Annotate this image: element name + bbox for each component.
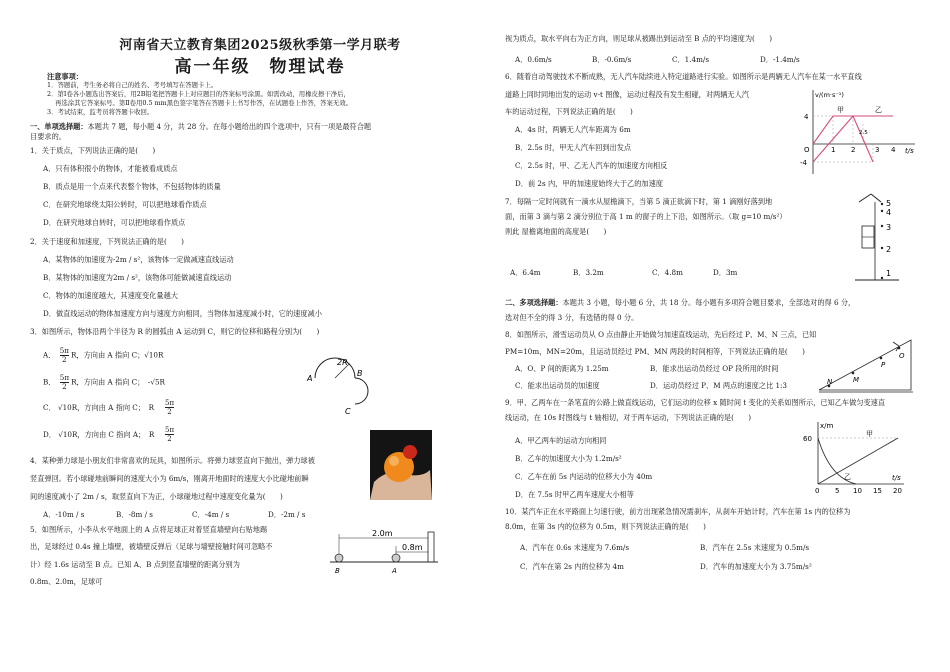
q4-line1: 4．某种弹力球是小朋友们非常喜欢的玩具，如图所示。将弹力球竖直向下抛出，弹力球被 [30, 456, 315, 465]
q9-option-a: A．甲乙两车的运动方向相同 [515, 436, 607, 445]
q8-point-p [880, 357, 883, 360]
q3-arc-figure [305, 352, 385, 417]
q5-option-a: A．0.6m/s [515, 55, 552, 64]
q8-option-a: A．O、P 间的距离为 1.25m [515, 364, 609, 373]
q3-arc-upper [315, 358, 355, 378]
q8-slope [819, 340, 911, 390]
q6-tick-4x: 4 [891, 146, 896, 154]
q7-line3: 则此 屋檐离地面的高度是( ) [505, 227, 607, 236]
q3-point-a: A [307, 374, 313, 383]
q9-tick-60: 60 [803, 435, 812, 443]
q6-tick-4: 4 [804, 113, 809, 121]
q4-option-d: D．-2m / s [268, 510, 306, 519]
q5-wall-figure [330, 528, 440, 578]
q9-x-label: x/m [820, 422, 834, 430]
q10-line2: 8.0m，在第 3s 内的位移为 0.5m，则下列说法正确的是( ) [505, 522, 706, 531]
q9-t-label: t/s [892, 474, 901, 482]
q1-option-a: A．只有体积很小的物体，才能被看成质点 [43, 164, 178, 173]
q7-eave [859, 194, 871, 202]
q7-drop-1 [881, 277, 883, 279]
q1-option-d: D．在研究地球自转时，可以把地球看作质点 [43, 218, 186, 227]
q3-arc-lower [355, 378, 368, 404]
ball-highlight [389, 456, 399, 466]
section2-body: 选对但不全的得 3 分，有选错的得 0 分。 [505, 313, 639, 322]
q9-xt-graph [800, 420, 910, 500]
q5-line1: 5．如图所示，小李从水平地面上的 A 点将足球正对着竖直墙壁向右贴地踢 [30, 525, 268, 534]
notes-heading: 注意事项： [47, 72, 83, 81]
q1-stem: 1．关于质点，下列说法正确的是( ) [30, 146, 156, 155]
q7-drop-4 [881, 210, 883, 212]
q9-label-yi: 乙 [844, 473, 851, 481]
q6-line2: 车的运动过程，下列说法正确的是( ) [505, 107, 633, 116]
q8-label-o: O [899, 352, 905, 360]
q7-label-4: 4 [886, 208, 892, 217]
q7-option-b: B．3.2m [573, 268, 604, 277]
q10-option-a: A．汽车在 0.6s 末速度为 7.6m/s [520, 543, 630, 552]
note-item: 1．答题前，考生务必将自己的姓名、考号填写在答题卡上。 [47, 81, 218, 89]
q6-option-a: A．4s 时，两辆无人汽车距离为 6m [515, 125, 631, 134]
q2-option-d: D．做直线运动的物体加速度方向与速度方向相同，当物体加速度减小时，它的速度减小 [43, 309, 322, 318]
q10-option-d: D．汽车的加速度大小为 3.75m/s² [700, 562, 812, 571]
ball-small [403, 445, 417, 459]
q10-option-b: B．汽车在 2.5s 末速度为 0.5m/s [700, 543, 810, 552]
q7-drops-figure [855, 190, 905, 285]
q5-line4: 0.8m、2.0m，足球可 [30, 577, 103, 586]
note-item: 2．第Ⅰ卷各小题选出答案后，用2B铅笔把答题卡上对应题目的答案标号涂黑。如需改动，用橡皮擦干净后， [47, 90, 350, 98]
q8-option-d: D．运动员经过 P、M 两点的速度之比 1:3 [650, 381, 788, 390]
q7-label-3: 3 [886, 223, 892, 232]
q6-tick-m4: -4 [800, 159, 807, 167]
q8-line2: PM=10m，MN=20m，且运动员经过 PM、MN 两段的时间相等，下列说法正确的是( ) [505, 347, 805, 356]
q5-label-08: 0.8m [402, 543, 423, 552]
q9-line2: 线运动，在 10s 时图线与 t 轴相切，对于两车运动，下列说法正确的是( ) [505, 413, 752, 422]
q5-ball-a [392, 554, 400, 562]
q9-label-jia: 甲 [866, 430, 873, 438]
q8-slope-figure [815, 334, 915, 394]
q9-tick-15: 15 [873, 487, 882, 495]
q7-label-5: 5 [886, 199, 892, 208]
q7-label-2: 2 [886, 245, 892, 254]
q5-continue: 视为质点，取水平向右为正方向，则足球从被踢出到运动至 B 点的平均速度为( ) [505, 34, 773, 43]
section1-body: 目要求的。 [30, 132, 66, 141]
q6-tick-25: 2.5 [859, 130, 868, 136]
q4-option-a: A．-10m / s [43, 510, 85, 519]
q7-option-a: A．6.4m [510, 268, 541, 277]
q2-option-c: C．物体的加速度越大，其速度变化量越大 [43, 291, 178, 300]
q3-option-b: B． $\frac{5\pi}{2}$ R，方向由 A 指向 C； -√5R [43, 373, 165, 391]
q9-option-b: B．乙车的加速度大小为 1.2m/s² [515, 454, 622, 463]
q6-vt-graph [795, 88, 920, 178]
q8-label-n: N [827, 378, 833, 386]
q7-label-1: 1 [886, 269, 892, 278]
q8-option-c: C．能求出运动员的加速度 [515, 381, 600, 390]
q7-line2: 面，而第 3 滴与第 2 滴分别位于高 1 m 的窗子的上下沿，如图所示。（取 g=10 m/s²） [505, 212, 787, 221]
q3-option-d: D． √10R，方向由 C 指向 A； R [43, 430, 155, 439]
q3-stem: 3．如图所示，物体沿两个半径为 R 的圆弧由 A 运动到 C，则它的位移和路程分别为( ) [30, 327, 320, 336]
q4-line2: 竖直弹回。若小球碰地前瞬间的速度大小为 6m/s，刚离开地面时的速度大小比碰地前瞬 [30, 474, 309, 483]
q5-line3: 计）经 1.6s 运动至 B 点。已知 A、B 点到竖直墙壁的距离分别为 [30, 560, 240, 569]
q1-option-b: B．质点是用一个点来代表整个物体，不包括物体的质量 [43, 182, 221, 191]
q7-drop-2 [881, 247, 883, 249]
q3-fractions: 5π 2 [165, 399, 175, 416]
q3-fractions-d: 5π 2 [165, 426, 175, 443]
q4-option-c: C．-4m / s [192, 510, 230, 519]
q8-label-p: P [881, 361, 886, 369]
q4-line3: 间的速度减小了 2m / s，取竖直向下为正，小球碰地过程中速度变化量为( ) [30, 492, 283, 501]
q9-option-c: C．乙车在前 5s 内运动的位移大小为 40m [515, 472, 653, 481]
q3-point-c: C [345, 407, 351, 416]
q3-point-b: B [357, 369, 363, 378]
q2-option-b: B．某物体的加速度为2m / s²，该物体可能做减速直线运动 [43, 273, 232, 282]
q5-option-d: D．-1.4m/s [760, 55, 800, 64]
q5-ball-b [335, 554, 343, 562]
q9-tick-10: 10 [853, 487, 862, 495]
q10-line1: 10．某汽车正在水平路面上匀速行驶，前方出现紧急情况需刹车，从刹车开始计时，汽车在第 1s 内的位移为 [505, 507, 851, 516]
q6-axis-label: v/(m·s⁻¹) [815, 91, 844, 99]
section2-header: 二、多项选择题：本题共 3 小题，每小题 6 分，共 18 分。每小题有多项符合题目要求，全部选对的得 6 分， [505, 298, 856, 307]
q3-option-c: C． √10R，方向由 A 指向 C； R [43, 403, 154, 412]
q8-label-m: M [853, 376, 860, 384]
q6-tick-1: 1 [831, 146, 836, 154]
q6-line1: 道路上同时同地出发的运动 v-t 图像，运动过程没有发生相碰，对两辆无人汽 [505, 90, 749, 99]
q7-eave-right [871, 194, 881, 202]
q6-origin: O [804, 146, 810, 154]
q4-ball-photo [370, 430, 432, 500]
q9-option-d: D．在 7.5s 时甲乙两车速度大小相等 [515, 490, 634, 499]
q7-line1: 7．每隔一定时间就有一滴水从屋檐滴下，当第 5 滴正欲滴下时，第 1 滴刚好落到地 [505, 197, 773, 206]
q9-tick-5: 5 [835, 487, 840, 495]
q3-option-a: A． $\frac{5\pi}{2}$ R，方向由 A 指向 C；√10R [43, 346, 164, 364]
note-item: 3．考试结束，监考员将答题卡收回。 [47, 108, 154, 116]
q6-t-label: t/s [905, 147, 914, 155]
q5-label-a: A [392, 567, 397, 575]
section1-header: 一、单项选择题：本题共 7 题，每小题 4 分，共 28 分。在每小题给出的四个选项中，只有一项是最符合题 [30, 122, 372, 131]
q6-line-yi [813, 116, 893, 162]
q9-line-jia [818, 438, 898, 484]
q7-option-c: C．4.8m [652, 268, 683, 277]
q2-option-a: A．某物体的加速度为-2m / s²，该物体一定做减速直线运动 [43, 255, 234, 264]
q5-label-20: 2.0m [372, 529, 393, 538]
q8-line1: 8．如图所示，滑雪运动员从 O 点由静止开始做匀加速直线运动，先后经过 P、M、N 三点，已知 [505, 330, 817, 339]
q9-tick-0: 0 [815, 487, 820, 495]
q8-option-b: B．能求出运动员经过 OP 段所用的时间 [650, 364, 779, 373]
q7-option-d: D．3m [713, 268, 738, 277]
q7-drop-3 [881, 225, 883, 227]
q10-option-c: C．汽车在第 2s 内的位移为 4m [520, 562, 624, 571]
q6-line0: 6．随着自动驾驶技术不断成熟，无人汽车陆续进入特定道路进行实验。如图所示是两辆无人汽车在某一水平直线 [505, 72, 862, 81]
exam-title: 河南省天立教育集团2025级秋季第一学月联考 [119, 38, 401, 53]
q6-option-d: D．前 2s 内，甲的加速度始终大于乙的加速度 [515, 179, 663, 188]
q3-radius-label: 2R [337, 358, 348, 367]
q6-option-b: B．2.5s 时，甲无人汽车回到出发点 [515, 143, 632, 152]
q5-label-b: B [335, 567, 340, 575]
q5-option-b: B．-0.6m/s [592, 55, 632, 64]
q5-line2: 出，足球经过 0.4s 撞上墙壁，被墙壁反弹后（足球与墙壁接触时间可忽略不 [30, 542, 273, 551]
q1-option-c: C．在研究地球绕太阳公转时，可以把地球看作质点 [43, 200, 207, 209]
exam-subtitle: 高一年级 物理试卷 [174, 57, 346, 77]
q9-tick-20: 20 [893, 487, 902, 495]
q6-label-yi: 乙 [875, 106, 882, 114]
q6-tick-3: 3 [875, 146, 880, 154]
note-item: 再选涂其它答案标号。第Ⅱ卷用0.5 mm黑色签字笔答在答题卡上书写作答，在试题卷上作答，答案无效。 [55, 99, 353, 107]
q6-label-jia: 甲 [837, 106, 844, 114]
q7-drop-5 [881, 203, 883, 205]
q6-line-jia [813, 116, 873, 162]
q6-option-c: C．2.5s 时，甲、乙无人汽车的加速度方向相反 [515, 161, 668, 170]
q8-point-m [852, 372, 855, 375]
q4-option-b: B．-8m / s [116, 510, 153, 519]
q2-stem: 2．关于速度和加速度，下列说法正确的是( ) [30, 237, 184, 246]
q6-tick-2: 2 [851, 146, 856, 154]
q5-option-c: C．1.4m/s [672, 55, 710, 64]
q5-wall [428, 532, 434, 562]
q9-line1: 9．甲、乙两车在一条笔直的公路上做直线运动，它们运动的位移 x 随时间 t 变化的关系如图所示，已知乙车做匀变速直 [505, 398, 886, 407]
